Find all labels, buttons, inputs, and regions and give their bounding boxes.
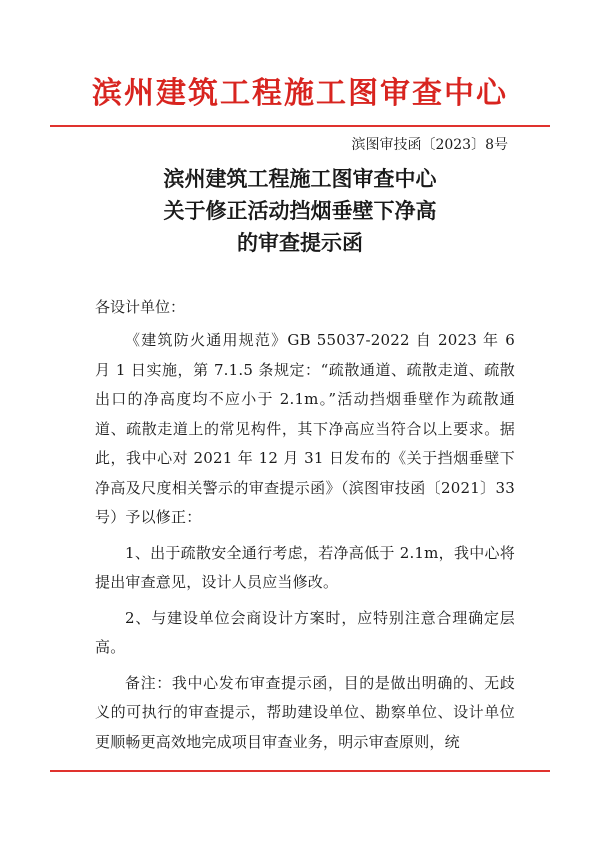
document-title — [0, 163, 600, 259]
footer-red-rule — [50, 770, 550, 772]
salutation: 各设计单位： — [95, 298, 186, 316]
document-number: 滨图审技函〔2023〕8号 — [351, 137, 508, 153]
title-line-1: 滨州建筑工程施工图审查中心 — [163, 166, 437, 191]
item-1-paragraph: 1、出于疏散安全通行考虑，若净高低于 2.1m，我中心将提出审查意见，设计人员应当修改。 — [95, 543, 515, 591]
title-line-3: 的审查提示函 — [237, 230, 363, 255]
title-line-2: 关于修正活动挡烟垂壁下净高 — [163, 198, 437, 223]
organization-header: 滨州建筑工程施工图审查中心 — [92, 76, 508, 111]
intro-paragraph: 《建筑防火通用规范》GB 55037-2022 自 2023 年 6 月 1 日实施，第 7.1.5 条规定：“疏散通道、疏散走道、疏散出口的净高度均不应小于 2.1m。”活动挡烟垂壁作为疏散通道、疏散走道上的常见构件，其下净高应当符合以上要求。据此，我中心对 2021 年 12 月 31 日发布的《关于挡烟垂壁下净高及尺度相关警示的审查提示函》（滨图审技函〔2021〕33 号）予以修正： — [95, 331, 515, 526]
header-red-rule — [50, 125, 550, 127]
body-text — [95, 326, 515, 759]
note-paragraph: 备注：我中心发布审查提示函，目的是做出明确的、无歧义的可执行的审查提示，帮助建设单位、勘察单位、设计单位更顺畅更高效地完成项目审查业务，明示审查原则，统 — [95, 673, 515, 751]
item-2-paragraph: 2、与建设单位会商设计方案时，应特别注意合理确定层高。 — [95, 608, 515, 656]
